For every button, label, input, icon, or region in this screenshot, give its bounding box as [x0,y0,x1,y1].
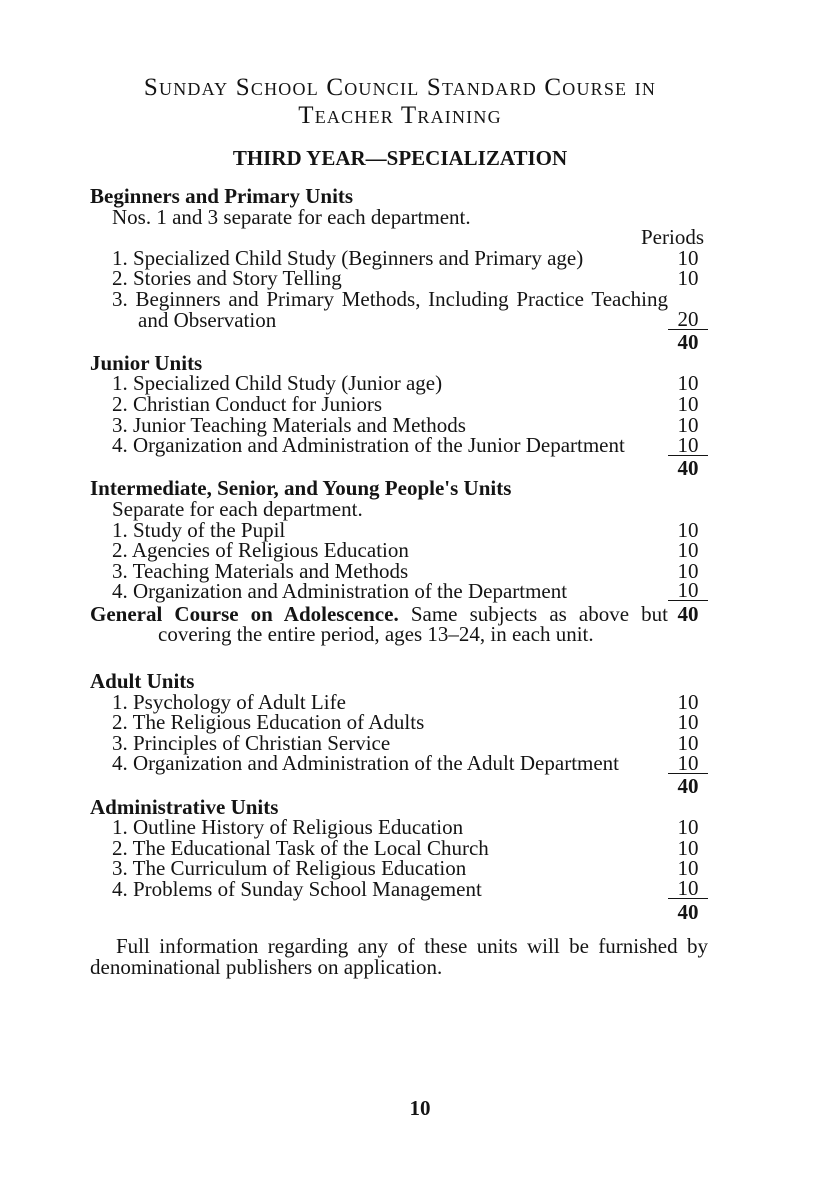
item-text: 2. Stories and Story Telling [112,266,342,291]
list-item [90,432,708,458]
general-course-label: General Course on Adolescence. [90,601,399,626]
unit-section-beginners-primary [90,186,708,353]
section-note: Nos. 1 and 3 separate for each department. [112,204,471,229]
total-value: 40 [677,899,699,924]
section-heading: Adult Units [90,669,195,694]
list-item [90,268,708,289]
item-periods: 10 [677,558,699,583]
item-periods: 10 [677,710,699,735]
section-total [90,776,708,797]
item-periods: 10 [677,391,699,416]
general-course-text: Same subjects as above but covering the entire period, ages 13–24, in each unit. [158,601,669,647]
item-periods: 10 [677,815,699,840]
item-periods: 10 [677,371,699,396]
item-periods: 20 [668,310,708,330]
item-text: 4. Organization and Administration of the Department [112,579,568,604]
item-periods: 10 [677,245,699,270]
section-total [90,332,708,353]
item-text: 1. Study of the Pupil [112,517,286,542]
section-heading: Administrative Units [90,794,279,819]
list-item [90,730,708,755]
section-total [668,601,708,626]
spacer [90,645,708,671]
item-periods: 10 [677,517,699,542]
item-periods: 10 [677,856,699,881]
course-content [90,186,708,977]
unit-section-adult [90,671,708,797]
item-periods: 10 [677,835,699,860]
general-course-block [90,601,708,647]
item-periods: 10 [677,538,699,563]
item-periods: 10 [677,730,699,755]
title-line-1: Sunday School Council Standard Course in [143,74,657,101]
list-item [90,558,708,583]
periods-column-header: Periods [641,225,704,250]
section-heading: Intermediate, Senior, and Young People's Units [90,476,512,501]
section-total [90,455,708,480]
item-text: 3. Teaching Materials and Methods [112,558,409,583]
item-text: 1. Specialized Child Study (Junior age) [112,371,443,396]
list-item [90,578,708,604]
unit-section-administrative [90,794,708,924]
section-note: Separate for each department. [112,496,363,521]
list-item [90,391,708,416]
item-text: 1. Outline History of Religious Education [112,815,464,840]
item-text: 2. The Religious Education of Adults [112,710,425,735]
item-text: 3. Beginners and Primary Methods, Including Practice Teaching and Observation [112,286,668,332]
list-item [90,373,708,394]
item-periods: 10 [677,689,699,714]
total-value: 40 [677,774,699,799]
section-heading: Beginners and Primary Units [90,184,354,208]
list-item [90,817,708,838]
list-item [90,517,708,542]
unit-section-junior [90,350,708,480]
section-subtitle: THIRD YEAR—SPECIALIZATION [232,146,568,170]
list-item [90,712,708,733]
item-text: 2. The Educational Task of the Local Church [112,835,489,860]
item-text: 4. Organization and Administration of the Junior Department [112,433,625,458]
page-number: 10 [409,1096,431,1120]
list-item [90,876,708,901]
list-item [90,689,708,714]
item-text: 1. Psychology of Adult Life [112,689,346,714]
item-periods: 10 [668,754,708,774]
item-periods: 10 [677,266,699,291]
section-heading: Junior Units [90,350,203,375]
section-total [90,899,708,924]
unit-section-intermediate-senior [90,478,708,602]
general-course-paragraph [90,601,669,647]
item-periods: 10 [668,581,708,601]
item-text: 3. Junior Teaching Materials and Methods [112,412,466,437]
total-value: 40 [677,330,699,355]
total-value: 40 [677,601,699,626]
item-text: 4. Problems of Sunday School Management [112,877,482,901]
item-periods: 10 [668,436,708,456]
item-text: 2. Christian Conduct for Juniors [112,391,383,416]
item-periods: 10 [677,412,699,437]
list-item [90,245,708,270]
item-text: 3. Principles of Christian Service [112,730,391,755]
footer-note: Full information regarding any of these units will be furnished by denominational publishers on application. [90,934,708,979]
page-title [88,74,712,130]
list-item [90,835,708,860]
title-line-2: Teacher Training [298,102,502,129]
list-item [90,753,708,774]
item-text: 1. Specialized Child Study (Beginners and Primary age) [112,245,584,270]
item-text: 4. Organization and Administration of the Adult Department [112,751,620,776]
item-periods: 10 [668,879,708,899]
list-item [90,540,708,561]
list-item [90,412,708,437]
item-text: 2. Agencies of Religious Education [112,538,409,563]
list-item [90,858,708,879]
item-text: 3. The Curriculum of Religious Education [112,856,467,881]
list-item [90,286,708,332]
total-value: 40 [677,455,699,480]
